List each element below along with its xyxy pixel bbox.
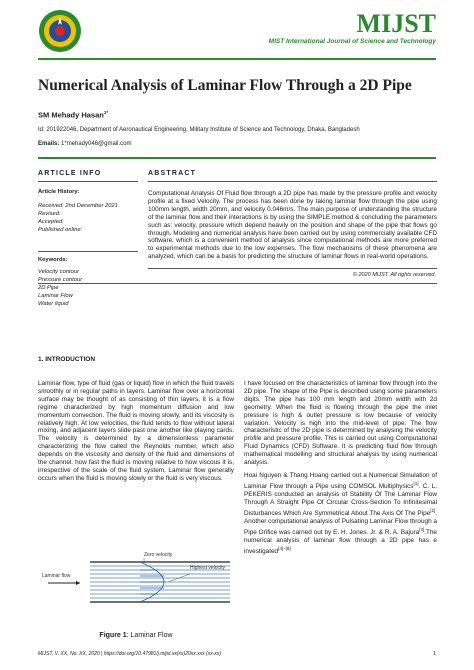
author-name: SM Mehady Hasan — [38, 110, 104, 120]
citation-1: [1] — [413, 480, 419, 486]
abstract-text: Computational Analysis Of Fluid flow through a 2D pipe has made by the pressure profile and velocity profile at a fixed Velocity. The process has been done by taking laminar flow through the pipe using 100mm length, width 20mm, and velocity 0.046m/s. The main purpose of understanding the structure of the laminar flow and their interactions is by using the SIMPLE method & concluding the parameters such as: velocity, pressure which depend heavily on the position and shape of the pipe that flows go through. Modeling and numerical analysis have been carried out by using commercially available CFD software, which is a convenient method of analysis since computational methods are more preferred to experimental methods due to the low expenses. The flow mechanisms of these phenomena are analyzed, which can be a basis for predicting the structure of laminar flows in real-world operations. — [148, 190, 437, 261]
citation-3: [3] — [419, 526, 425, 532]
abstract-rule — [148, 181, 437, 182]
accepted-date: Accepted: — [38, 219, 64, 225]
author-sup: 1* — [103, 110, 109, 115]
author-line — [38, 110, 108, 120]
label-highest-velocity: Highest velocity — [190, 565, 226, 571]
published-date: Published online: — [38, 227, 83, 233]
intro-paragraph: I have focused on the characteristics of laminar flow through into the 2D pipe. The shape of the Pipe is described using some parameters digits. The pipe has 100 mm length and 20mm width with 2d geometry. When the fluid is flowing through the pipe the inlet pressure is high & outlet pressure is low because of velocity variation. Velocity is high into the mid-level of pipe. The flow characteristic of the 2D pipe is determined by analysing the velocity profile and pressure profile. This is carried out using Computational Fluid Dynamics (CFD) Software. It is predicting fluid flow through mathematical modelling and structural analysis by using numerical analysis. — [244, 380, 437, 467]
intro-right-column — [244, 380, 437, 561]
copyright: © 2020 MIJST. All rights reserved. — [352, 272, 436, 278]
citation-4-8: [4]–[8] — [278, 545, 291, 551]
revised-date: Revised: — [38, 211, 61, 217]
intro-paragraph-refs — [244, 472, 437, 556]
intro-left-column — [38, 380, 234, 488]
emails-label: Emails: — [38, 141, 60, 147]
page-number: 1 — [432, 651, 436, 657]
label-zero-velocity: Zero velocity — [144, 552, 173, 558]
journal-fullname: MIST International Journal of Science and Technology — [268, 38, 436, 45]
journal-logo — [38, 9, 82, 53]
intro-paragraph: Laminar flow, type of fluid (gas or liquid) flow in which the fluid travels smoothly or in regular paths in layers. Laminar flow over a horizontal surface may be thought of as consisting of thin layers, it is a flow regime characterized by high momentum diffusion and low momentum convection. The fluid is moving slowly, and its viscosity is relatively high. At low velocities, the fluid tends to flow without lateral mixing, and adjacent layers slide past one another like playing cards. The velocity is determined by a dimensionless parameter characterizing the flow called the Reynolds number, which also depends on the viscosity and density of the fluid and dimensions of the channel. how fast the fluid is moving relative to how viscous it is, irrespective of the scale of the fluid system. Laminar flow generally occurs when the fluid is moving slowly or the fluid is very viscous. — [38, 380, 234, 482]
laminar-flow-diagram — [40, 550, 230, 614]
journal-brand — [269, 10, 436, 45]
article-history — [38, 188, 138, 234]
keyword-item: Water liquid — [38, 301, 69, 307]
header-rule — [38, 58, 436, 60]
citation-2: [2] — [430, 507, 436, 513]
ref-text-b: . C. L. PEKERIS conducted an analysis of Stability Of The Laminar Flow Through A Straight Pipe Of Circular Cross-Section To Infinitesimal Disturbances Which Are Symmetrical About The Axis Of The Pipe — [244, 483, 437, 517]
logo-emblem-icon — [38, 9, 82, 53]
keyword-item: Pressure contour — [38, 277, 83, 283]
emails-value: 1*mehady046@gmail.com — [61, 141, 132, 147]
abstract-bottom-rule — [148, 268, 437, 269]
keyword-item: Velocity contour — [38, 269, 80, 275]
info-rule — [38, 181, 138, 182]
figure-caption — [38, 632, 234, 639]
intro-heading: 1. INTRODUCTION — [38, 356, 96, 363]
keywords-rule — [38, 251, 138, 252]
section-rule — [38, 283, 437, 284]
journal-name: MIJST — [356, 9, 436, 38]
figure-caption-text: : Laminar Flow — [126, 632, 173, 639]
keyword-item: 2D Pipe — [38, 285, 59, 291]
footer-citation: MIJST, V. XX, No. XX, 2020 | https://doi.org/10.47981/j.mijst.xx(xx)20xx.xxx (xx-xx) — [38, 651, 222, 657]
ref-text-c: . Another computational analysis of Pulsating Laminar Flow through a Pipe Orifice was carried out by E. H. Jones. Jr. & R. A. Bajura — [244, 509, 437, 536]
paper-title: Numerical Analysis of Laminar Flow Through a 2D Pipe — [38, 77, 412, 94]
history-label: Article History: — [38, 189, 80, 195]
title-rule — [38, 157, 436, 159]
figure-label: Figure 1 — [99, 632, 127, 639]
author-affiliation: Id: 201922046, Department of Aeronautical Engineering, Military Institute of Science and Technology, Dhaka, Bangladesh — [38, 127, 360, 133]
ref-text-a: Hoai Nguyen & Thang Hoang carried out a Numerical Simulation of Laminar Flow through a Pipe using COMSOL Multiphysics — [244, 471, 437, 490]
article-info-heading: ARTICLE INFO — [38, 170, 102, 177]
ref-text-d: .The numerical analysis of laminar flow through a 2D pipe has e investigated — [244, 528, 437, 555]
keywords-label: Keywords: — [38, 257, 68, 263]
received-date: Received: 2nd December 2021 — [38, 203, 118, 209]
label-laminar-flow: Laminar flow — [42, 573, 71, 579]
keywords-block — [38, 256, 138, 308]
laminar-flow-figure — [40, 550, 230, 614]
keyword-item: Laminar Flow — [38, 293, 73, 299]
abstract-heading: ABSTRACT — [148, 170, 197, 177]
author-emails — [38, 141, 131, 147]
